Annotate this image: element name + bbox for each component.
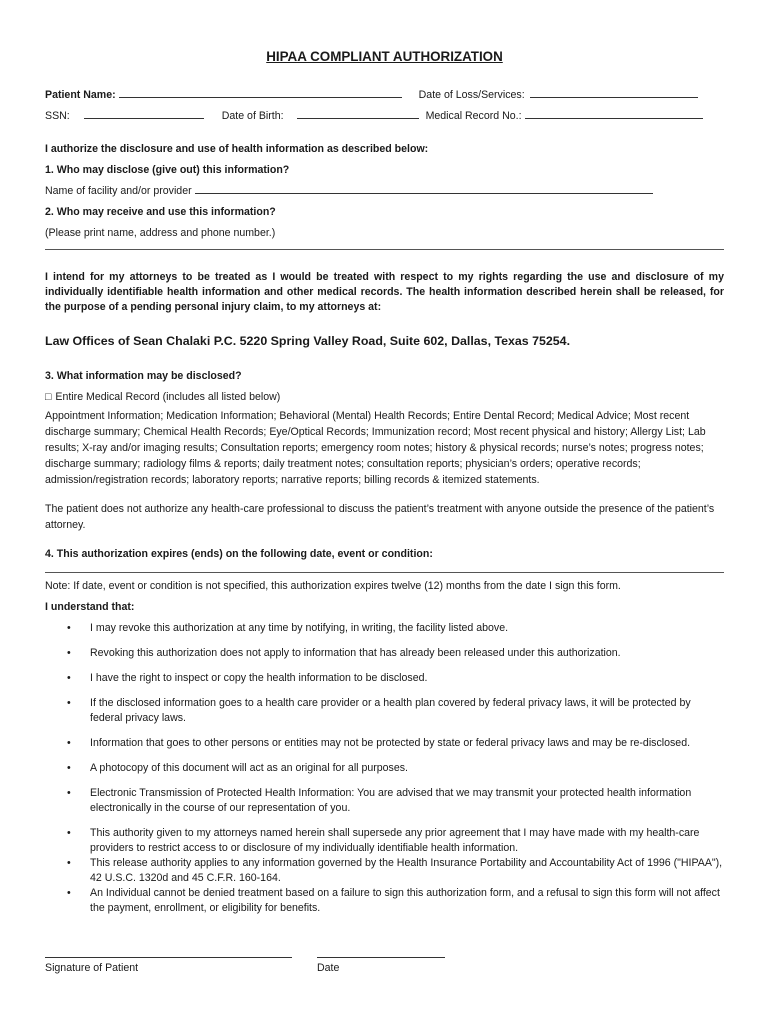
facility-label: Name of facility and/or provider: [45, 185, 192, 198]
date-of-loss-field[interactable]: [530, 88, 698, 98]
patient-restriction: The patient does not authorize any health-care professional to discuss the patient’s treatment with anyone outside the presence of the patient’s attorney.: [45, 503, 715, 531]
header-row-2: [45, 109, 724, 124]
intro-statement: I authorize the disclosure and use of health information as described below:: [45, 143, 429, 156]
question-1: 1. Who may disclose (give out) this information?: [45, 164, 290, 177]
signature-column: [45, 946, 292, 976]
expiration-note: Note: If date, event or condition is not specified, this authorization expires twelve (12) months from the date I sign this form.: [45, 579, 621, 592]
list-item: • If the disclosed information goes to a health care provider or a health plan covered by federal privacy laws, it will be protected by federal privacy laws.: [67, 696, 724, 726]
records-list: Appointment Information; Medication Information; Behavioral (Mental) Health Records; Entire Dental Record; Medical Advice; Most recent discharge summary; Chemical Health Records; Eye/Optical Records; Immunization record; Most recent physical and history; Allergy List; Lab results; X-ray and/or imaging results; Consultation reports; emergency room notes; history & physical records; nurse’s notes; progress notes; discharge summary; radiology films & reports; daily treatment notes; consultation reports; physician’s orders; operative records; admission/registration records; laboratory reports; narrative reports; billing records & itemized statements.: [45, 410, 706, 486]
ssn-field[interactable]: [84, 109, 204, 119]
list-item: • Electronic Transmission of Protected Health Information: You are advised that we may transmit your protected health information electronically in the course of our representation of you.: [67, 786, 724, 816]
signature-block: [45, 946, 725, 976]
dob-label: Date of Birth:: [221, 110, 284, 123]
dob-field[interactable]: [297, 109, 419, 119]
understand-list: [67, 621, 724, 916]
signature-line[interactable]: [45, 946, 292, 958]
date-line[interactable]: [317, 946, 445, 958]
document-title: HIPAA COMPLIANT AUTHORIZATION: [266, 49, 503, 64]
list-item: • This release authority applies to any information governed by the Health Insurance Portability and Accountability Act of 1996 ("HIPAA"), 42 U.S.C. 1320d and 45 C.F.R. 160-164.: [67, 856, 724, 886]
list-item: • I have the right to inspect or copy the health information to be disclosed.: [67, 671, 724, 686]
understand-heading: I understand that:: [45, 600, 135, 613]
list-item: • I may revoke this authorization at any time by notifying, in writing, the facility listed above.: [67, 621, 724, 636]
medical-record-label: Medical Record No.:: [425, 110, 522, 123]
entire-record-row: [45, 390, 724, 405]
question-2: 2. Who may receive and use this information?: [45, 206, 276, 219]
entire-record-checkbox[interactable]: □: [45, 390, 52, 403]
law-firm-address: Law Offices of Sean Chalaki P.C. 5220 Spring Valley Road, Suite 602, Dallas, Texas 75254.: [45, 334, 571, 349]
patient-name-label: Patient Name:: [45, 89, 116, 102]
list-item: • This authority given to my attorneys named herein shall supersede any prior agreement that I may have made with my health-care providers to restrict access to or disclosure of my individually identifiable health information.: [67, 826, 724, 856]
patient-name-field[interactable]: [119, 88, 402, 98]
expiration-field[interactable]: [45, 572, 724, 573]
signature-label: Signature of Patient: [45, 962, 139, 974]
intent-paragraph: I intend for my attorneys to be treated as I would be treated with respect to my rights regarding the use and disclosure of my individually identifiable health information and other medical records. The health information described herein shall be released, for the purpose of a pending personal injury claim, to my attorneys at:: [45, 271, 724, 314]
header-row-1: [45, 88, 724, 103]
question-3: 3. What information may be disclosed?: [45, 369, 242, 382]
list-item: • An Individual cannot be denied treatment based on a failure to sign this authorization form, and a refusal to sign this form will not affect the payment, enrollment, or eligibility for benefits.: [67, 886, 724, 916]
date-column: [317, 946, 445, 976]
list-item: • Revoking this authorization does not apply to information that has already been released under this authorization.: [67, 646, 724, 661]
question-4: 4. This authorization expires (ends) on the following date, event or condition:: [45, 547, 433, 560]
question-2-hint: (Please print name, address and phone number.): [45, 227, 276, 240]
medical-record-field[interactable]: [525, 109, 703, 119]
date-label: Date: [317, 962, 340, 974]
date-of-loss-label: Date of Loss/Services:: [418, 89, 525, 102]
facility-row: [45, 184, 724, 199]
recipient-field[interactable]: [45, 249, 724, 250]
entire-record-label: Entire Medical Record (includes all listed below): [55, 390, 281, 403]
ssn-label: SSN:: [45, 110, 70, 123]
list-item: • A photocopy of this document will act as an original for all purposes.: [67, 761, 724, 776]
facility-field[interactable]: [195, 184, 653, 194]
list-item: • Information that goes to other persons or entities may not be protected by state or federal privacy laws and may be re-disclosed.: [67, 736, 724, 751]
